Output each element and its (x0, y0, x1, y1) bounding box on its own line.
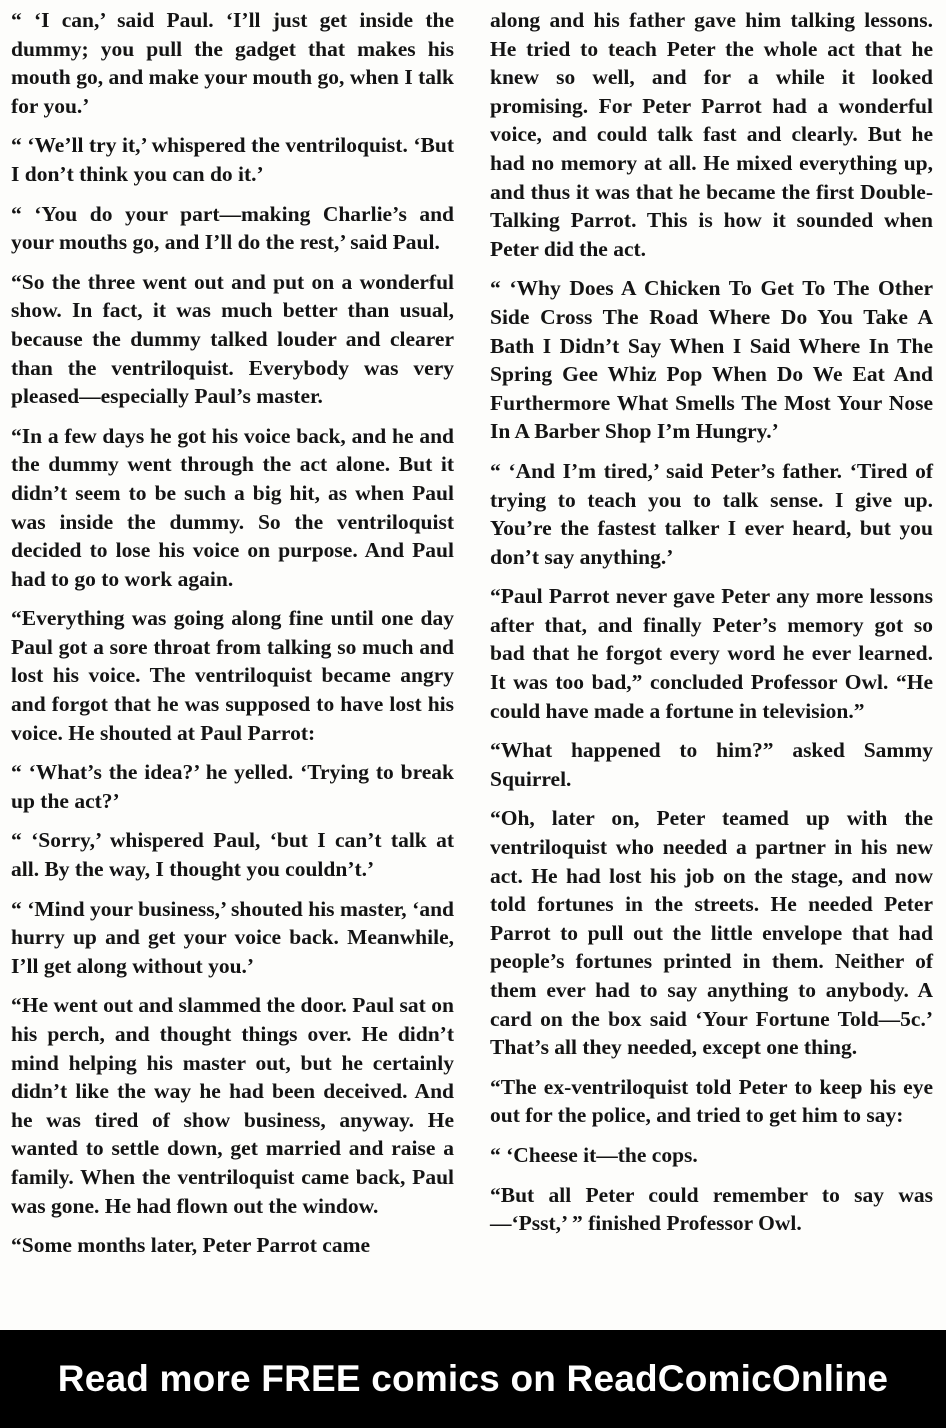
paragraph: “ ‘Sorry,’ whispered Paul, ‘but I can’t talk at all. By the way, I thought you couldn’t.’ (11, 828, 454, 882)
paragraph: “In a few days he got his voice back, and he and the dummy went through the act alone. But it didn’t seem to be such a big hit, as when Paul was inside the dummy. So the ventriloquist decided to lose his voice on purpose. And Paul had to go to work again. (11, 423, 454, 591)
paragraph: “So the three went out and put on a wonderful show. In fact, it was much better than usual, because the dummy talked louder and clearer than the ventriloquist. Everybody was very pleased—especially Paul’s master. (11, 269, 454, 409)
paragraph: “But all Peter could remember to say was —‘Psst,’ ” finished Professor Owl. (490, 1182, 933, 1236)
paragraph: “ ‘We’ll try it,’ whispered the ventriloquist. ‘But I don’t think you can do it.’ (11, 133, 454, 186)
paragraph: “The ex-ventriloquist told Peter to keep his eye out for the police, and tried to get him to say: (490, 1074, 933, 1128)
paragraph: “Some months later, Peter Parrot came (11, 1233, 371, 1258)
paragraph: along and his father gave him talking lessons. He tried to teach Peter the whole act that he knew so well, and for a while it looked promising. For Peter Parrot had a wonderful voice, and could talk fast and clearly. But he had no memory at all. He mixed everything up, and thus it was that he became the first Double-Talking Parrot. This is how it sounded when Peter did the act. (490, 8, 933, 261)
paragraph: “Paul Parrot never gave Peter any more lessons after that, and finally Peter’s memory got so bad that he forgot every word he ever learned. It was too bad,” concluded Professor Owl. “He could have made a fortune in television.” (490, 584, 933, 723)
paragraph: “ ‘What’s the idea?’ he yelled. ‘Trying to break up the act?’ (11, 760, 454, 813)
paragraph: “ ‘Cheese it—the cops. (490, 1142, 698, 1167)
paragraph: “Everything was going along fine until one day Paul got a sore throat from talking so much and lost his voice. The ventriloquist became angry and forgot that he was supposed to have lost his voice. He shouted at Paul Parrot: (11, 606, 454, 745)
paragraph: “Oh, later on, Peter teamed up with the ventriloquist who needed a partner in his new act. He had lost his job on the stage, and now told fortunes in the streets. He needed Peter Parrot to pull out the little envelope that had people’s fortunes printed in them. Neither of them ever had to say anything to anybody. A card on the box said ‘Your Fortune Told—5c.’ That’s all they needed, except one thing. (490, 806, 933, 1060)
promo-banner[interactable] (0, 1330, 946, 1428)
paragraph: “ ‘Why Does A Chicken To Get To The Other Side Cross The Road Where Do You Take A Bath I Didn’t Say When I Said Where In The Spring Gee Whiz Pop When Do We Eat And Furthermore What Smells The Most Your Nose In A Barber Shop I’m Hungry.’ (490, 276, 933, 444)
promo-banner-text[interactable]: Read more FREE comics on ReadComicOnline (57, 1358, 889, 1399)
paragraph: “ ‘Mind your business,’ shouted his master, ‘and hurry up and get your voice back. Meanwhile, I’ll get along without you.’ (11, 896, 454, 978)
paragraph: “What happened to him?” asked Sammy Squirrel. (490, 738, 933, 791)
paragraph: “He went out and slammed the door. Paul sat on his perch, and thought things over. He didn’t mind helping his master out, but he certainly didn’t like the way he had been deceived. And he was tired of show business, anyway. He wanted to settle down, get married and raise a family. When the ventriloquist came back, Paul was gone. He had flown out the window. (11, 993, 454, 1218)
right-text-column (490, 6, 933, 1238)
paragraph: “ ‘You do your part—making Charlie’s and your mouths go, and I’ll do the rest,’ said Paul. (11, 201, 454, 255)
paragraph: “ ‘I can,’ said Paul. ‘I’ll just get inside the dummy; you pull the gadget that makes his mouth go, and make your mouth go, when I talk for you.’ (11, 8, 454, 118)
paragraph: “ ‘And I’m tired,’ said Peter’s father. ‘Tired of trying to teach you to talk sense. I give up. You’re the fastest talker I ever heard, but you don’t say anything.’ (490, 458, 933, 569)
left-text-column (11, 6, 454, 1260)
